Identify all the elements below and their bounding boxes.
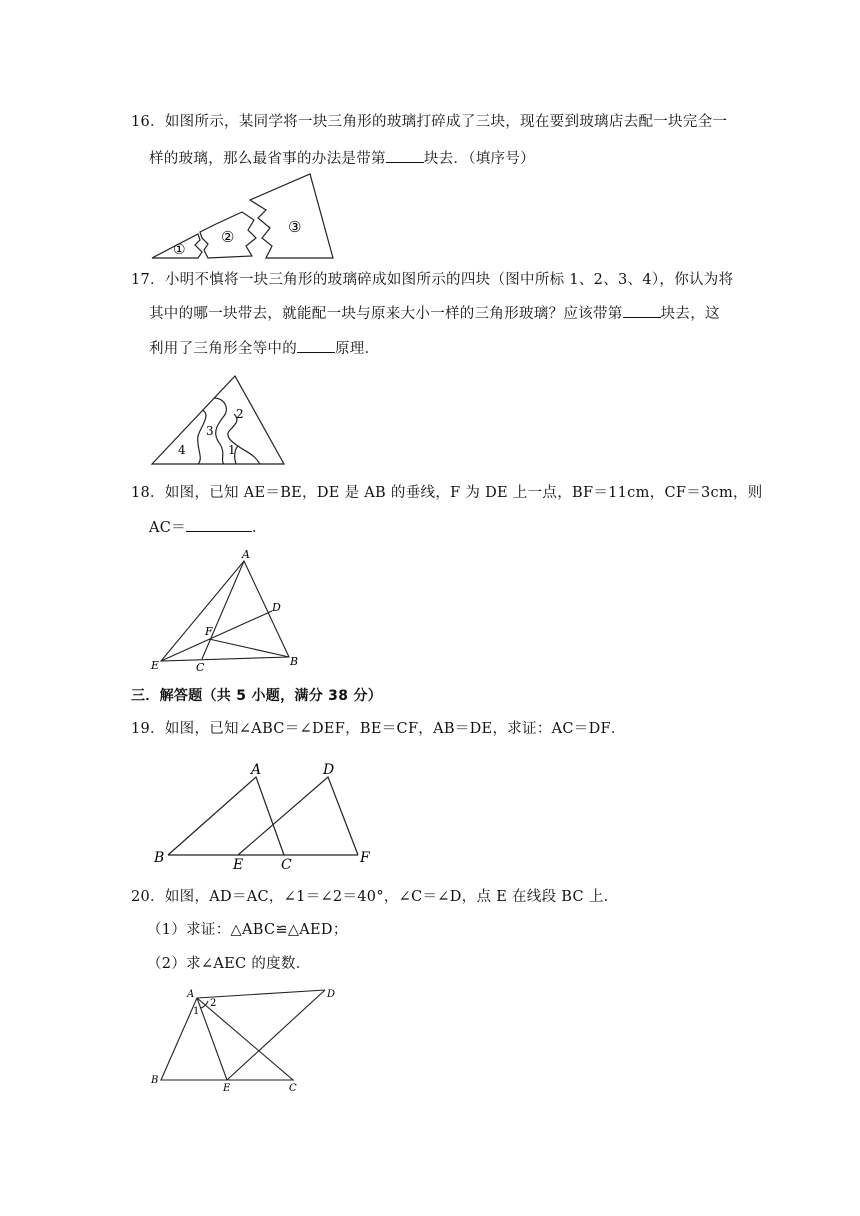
q20-segment-DE	[227, 990, 325, 1080]
q19-label-D: D	[323, 762, 335, 778]
q17-line2	[149, 303, 720, 324]
q17-label-4: 4	[178, 443, 186, 457]
q18-label-A: A	[242, 548, 250, 561]
q18-label-F: F	[205, 625, 213, 638]
q18-label-C: C	[196, 661, 205, 674]
q18-text-a: AC＝	[149, 520, 186, 536]
q17-text-d: 原理．	[335, 341, 380, 357]
q20-label-A: A	[187, 989, 195, 1000]
q19-figure	[150, 756, 380, 871]
q20-line1: 20．如图，AD＝AC，∠1＝∠2＝40°，∠C＝∠D，点 E 在线段 BC 上．	[131, 889, 619, 905]
q16-text-a: 样的玻璃，那么最省事的办法是带第	[149, 151, 386, 167]
q20-label-E: E	[223, 1083, 231, 1094]
q16-text-b: 块去．（填序号）	[423, 151, 535, 167]
q16-piece-3	[250, 174, 333, 258]
q16-glass-figure	[150, 172, 340, 264]
q20-part2: （2）求∠AEC 的度数．	[147, 956, 311, 972]
q17-triangle-figure	[150, 374, 290, 466]
q17-label-1: 1	[228, 443, 236, 457]
q18-segment-FB	[209, 639, 289, 657]
q17-crack-mid	[214, 398, 226, 464]
q19-line1: 19．如图，已知∠ABC＝∠DEF，BE＝CF，AB＝DE，求证：AC＝DF．	[131, 721, 626, 737]
q17-text-b: 块去，这	[660, 306, 720, 322]
q17-text-c: 利用了三角形全等中的	[149, 341, 297, 357]
q16-line2	[149, 148, 535, 169]
q17-outer-triangle	[152, 376, 284, 464]
q17-label-3: 3	[206, 424, 214, 438]
q18-label-B: B	[290, 655, 299, 668]
q16-answer-blank[interactable]	[386, 148, 424, 163]
q17-answer-blank-1[interactable]	[623, 303, 661, 318]
q19-label-B: B	[154, 850, 165, 866]
q20-triangle-ABC	[161, 998, 293, 1080]
q19-label-A: A	[251, 762, 262, 778]
q18-segment-ED	[161, 611, 272, 661]
q20-part1: （1）求证：△ABC≌△AED；	[147, 922, 348, 938]
q18-line2	[149, 517, 267, 538]
q20-label-angle-2: 2	[210, 998, 217, 1009]
q17-text-a: 其中的哪一块带去，就能配一块与原来大小一样的三角形玻璃？应该带第	[149, 306, 623, 322]
q18-answer-blank[interactable]	[186, 517, 252, 532]
q18-triangle-EAB	[161, 561, 289, 661]
q18-label-D: D	[272, 601, 281, 614]
q20-label-angle-1: 1	[193, 1006, 200, 1017]
q17-line1: 17．小明不慎将一块三角形的玻璃碎成如图所示的四块（图中所标 1、2、3、4），你认为将	[131, 272, 734, 288]
q18-line1: 18．如图，已知 AE＝BE，DE 是 AB 的垂线，F 为 DE 上一点，BF＝11cm，CF＝3cm，则	[131, 485, 763, 501]
q20-label-D: D	[327, 989, 336, 1000]
q17-crack-left	[198, 410, 206, 464]
q20-figure	[148, 982, 348, 1092]
section-3-title: 三．解答题（共 5 小题，满分 38 分）	[131, 688, 383, 704]
q20-segment-AD	[197, 990, 325, 998]
q16-label-2: ②	[221, 228, 235, 246]
q18-text-b: ．	[251, 520, 267, 536]
q19-triangle-DEF	[238, 777, 358, 855]
q19-label-C: C	[281, 857, 292, 873]
q20-label-B: B	[151, 1075, 159, 1086]
q18-segment-AC	[202, 561, 244, 659]
q16-label-3: ③	[288, 218, 302, 236]
q19-label-F: F	[360, 850, 370, 866]
q16-line1: 16．如图所示，某同学将一块三角形的玻璃打碎成了三块，现在要到玻璃店去配一块完全一	[131, 114, 728, 130]
q19-triangle-ABC	[168, 777, 284, 855]
q19-label-E: E	[233, 857, 244, 873]
q18-figure	[148, 549, 308, 674]
q20-label-C: C	[289, 1083, 297, 1094]
q18-label-E: E	[151, 659, 160, 672]
q17-answer-blank-2[interactable]	[297, 338, 335, 353]
q16-label-1: ①	[173, 242, 186, 258]
q17-label-2: 2	[236, 407, 244, 421]
q17-line3	[149, 338, 379, 359]
